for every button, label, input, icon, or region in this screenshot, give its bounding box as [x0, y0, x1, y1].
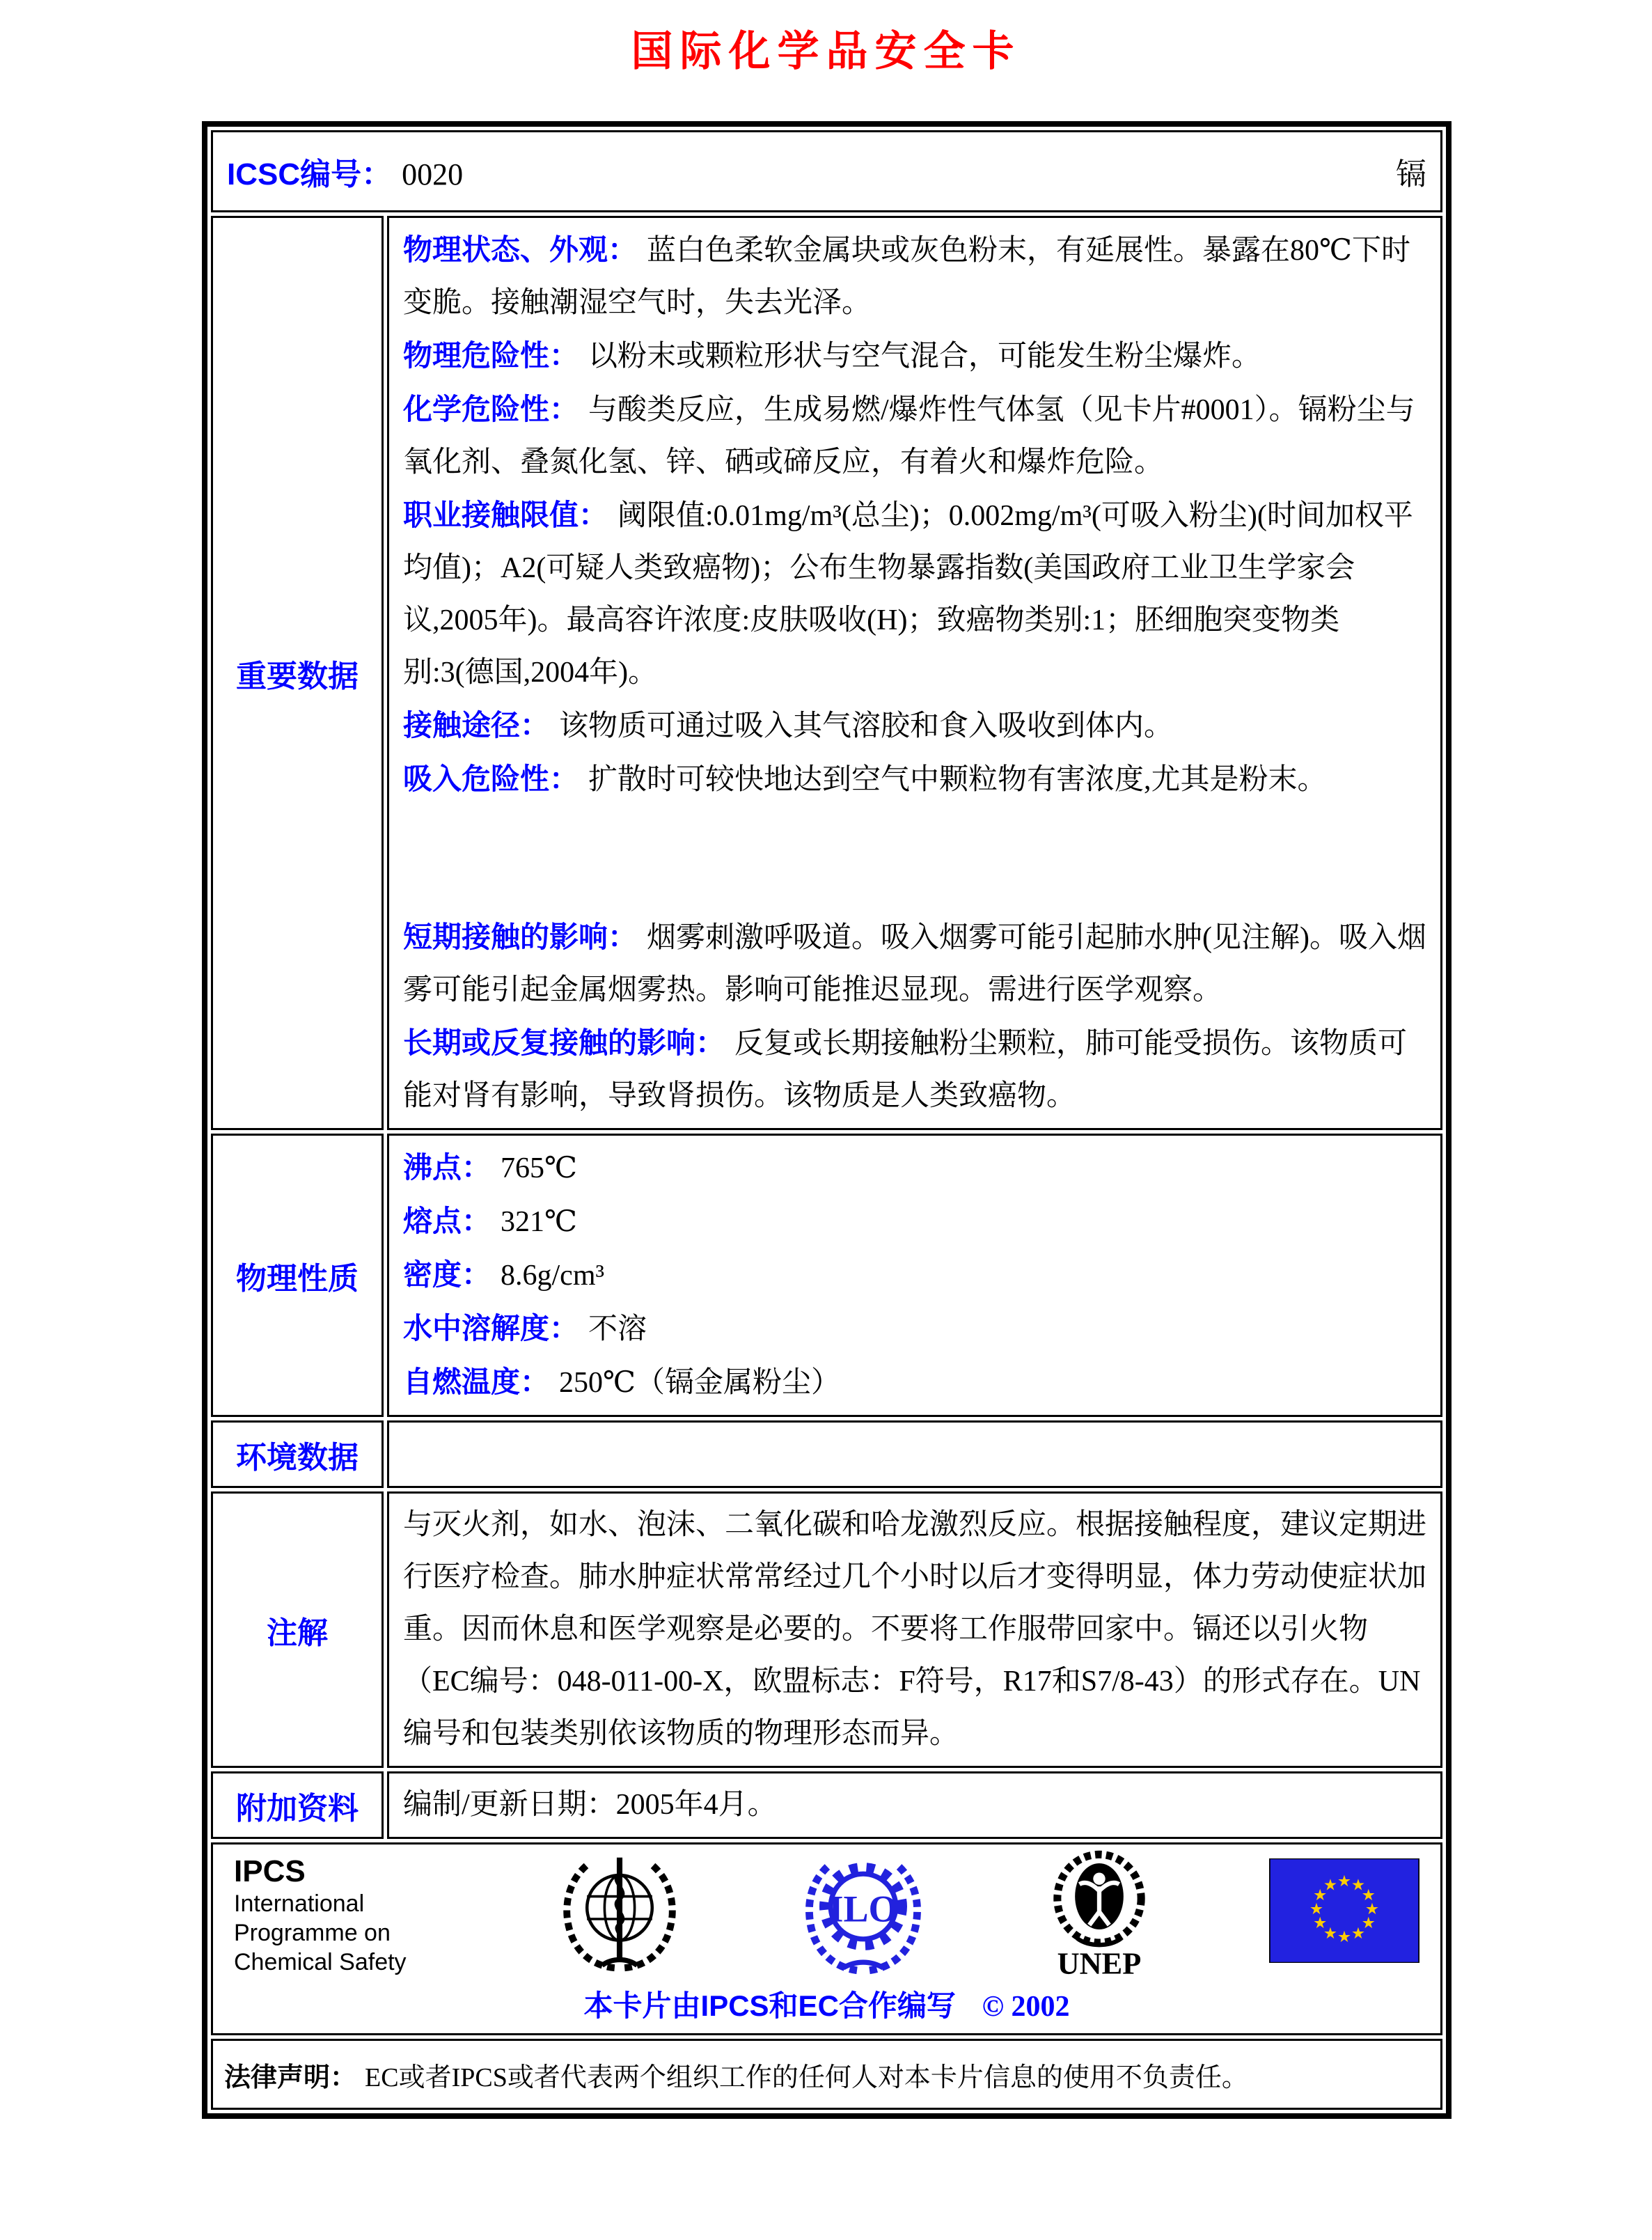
svg-text:★: ★: [1313, 1886, 1328, 1904]
legal-notice-text: EC或者IPCS或者代表两个组织工作的任何人对本卡片信息的使用不负责任。: [365, 2062, 1248, 2092]
icsc-card-table: [202, 121, 1452, 2119]
field-label: 物理危险性：: [403, 339, 579, 372]
field-occupational-exposure-limits: [403, 489, 1426, 699]
important-data-content: [387, 216, 1442, 1130]
credit-text: 本卡片由IPCS和EC合作编写: [583, 1989, 956, 2022]
field-text: 250℃（镉金属粉尘）: [559, 1367, 840, 1399]
ipcs-subtitle-line2: Programme on: [234, 1920, 391, 1946]
field-short-term-exposure-effects: [403, 911, 1426, 1017]
field-density: [403, 1248, 1426, 1302]
field-label: 职业接触限值：: [403, 499, 608, 531]
section-label-physical-properties: 物理性质: [211, 1134, 384, 1417]
field-text: 321℃: [501, 1206, 577, 1238]
field-autoignition-temperature: [403, 1356, 1426, 1409]
additional-info-content: [387, 1771, 1442, 1839]
field-label: 密度：: [403, 1258, 491, 1291]
field-text: 该物质可通过吸入其气溶胶和食入吸收到体内。: [559, 710, 1174, 742]
page-title: 国际化学品安全卡: [631, 27, 1021, 76]
svg-text:★: ★: [1323, 1876, 1338, 1895]
field-text: 反复或长期接触粉尘颗粒，肺可能受损伤。该物质可能对肾有影响，导致肾损伤。该物质是人类致癌物。: [403, 1028, 1408, 1112]
field-label: 短期接触的影响：: [403, 921, 638, 953]
field-long-term-exposure-effects: [403, 1017, 1426, 1122]
icsc-number-value: 0020: [402, 157, 464, 191]
ipcs-subtitle-line1: International: [234, 1890, 365, 1917]
chemical-name: 镉: [1396, 157, 1426, 191]
svg-text:★: ★: [1351, 1876, 1366, 1895]
who-logo-icon: [557, 1850, 682, 1975]
field-label: 自燃温度：: [403, 1365, 550, 1398]
ilo-logo-icon: [797, 1850, 929, 1975]
ipcs-title: IPCS: [234, 1854, 306, 1888]
field-physical-hazards: [403, 329, 1426, 383]
copyright-text: © 2002: [982, 1991, 1070, 2023]
field-chemical-hazards: [403, 383, 1426, 489]
field-text: 不溶: [588, 1313, 647, 1345]
field-label: 物理状态、外观：: [403, 233, 638, 266]
ipcs-subtitle-line3: Chemical Safety: [234, 1949, 407, 1975]
svg-text:★: ★: [1361, 1886, 1376, 1904]
field-text: 烟雾刺激呼吸道。吸入烟雾可能引起肺水肿(见注解)。吸入烟雾可能引起金属烟雾热。影响可能推迟显现。需进行医学观察。: [403, 922, 1426, 1006]
section-label-environmental-data: 环境数据: [211, 1420, 384, 1488]
legal-notice-row: [211, 2039, 1442, 2110]
icsc-number-group: [227, 149, 463, 194]
card-header-row: [211, 130, 1442, 212]
unep-wordmark: UNEP: [1057, 1945, 1142, 1981]
svg-text:★: ★: [1337, 1872, 1352, 1890]
svg-text:★: ★: [1351, 1924, 1366, 1943]
section-label-notes: 注解: [211, 1491, 384, 1768]
physical-properties-content: [387, 1134, 1442, 1417]
ilo-monogram: ILO: [828, 1888, 898, 1930]
field-boiling-point: [403, 1141, 1426, 1195]
field-routes-of-exposure: [403, 699, 1426, 753]
svg-text:★: ★: [1323, 1924, 1338, 1943]
field-water-solubility: [403, 1302, 1426, 1356]
field-label: 熔点：: [403, 1205, 491, 1237]
field-text: 扩散时可较快地达到空气中颗粒物有害浓度,尤其是粉末。: [588, 764, 1327, 796]
svg-text:★: ★: [1313, 1914, 1328, 1932]
section-label-important-data: 重要数据: [211, 216, 384, 1130]
notes-text: 与灭火剂，如水、泡沫、二氧化碳和哈龙激烈反应。根据接触程度，建议定期进行医疗检查。肺水肿症状常常经过几个小时以后才变得明显，体力劳动使症状加重。因而休息和医学观察是必要的。不要将工作服带回家中。镉还以引火物（EC编号：048-011-00-X，欧盟标志：F符号，R17和S7/8-43）的形式存在。UN编号和包装类别依该物质的物理形态而异。: [403, 1509, 1427, 1750]
svg-text:★: ★: [1364, 1900, 1380, 1918]
icsc-number-label: ICSC编号：: [227, 157, 393, 191]
field-label: 化学危险性：: [403, 393, 579, 425]
eu-flag-icon: [1269, 1858, 1419, 1963]
footer-logos-row: [211, 1842, 1442, 2035]
svg-text:★: ★: [1309, 1900, 1324, 1918]
field-text: 阈限值:0.01mg/m³(总尘)；0.002mg/m³(可吸入粉尘)(时间加权平均值)；A2(可疑人类致癌物)；公布生物暴露指数(美国政府工业卫生学家会议,2005年)。最高容许浓度:皮肤吸收(H)；致癌物类别:1；胚细胞突变物类别:3(德国,2004年)。: [403, 500, 1413, 689]
field-label: 水中溶解度：: [403, 1312, 579, 1345]
notes-content: [387, 1491, 1442, 1768]
svg-text:★: ★: [1361, 1914, 1376, 1932]
field-physical-state-appearance: [403, 224, 1426, 329]
ipcs-logo: [234, 1850, 443, 1977]
svg-text:★: ★: [1337, 1928, 1352, 1946]
field-label: 长期或反复接触的影响：: [403, 1026, 725, 1059]
field-inhalation-risk: [403, 753, 1426, 806]
legal-notice-label: 法律声明：: [224, 2062, 357, 2092]
additional-info-text: 编制/更新日期：2005年4月。: [403, 1789, 777, 1821]
credit-line: [234, 1983, 1419, 2025]
field-label: 接触途径：: [403, 709, 550, 742]
unep-logo-icon: [1044, 1850, 1155, 1982]
field-label: 沸点：: [403, 1151, 491, 1184]
field-text: 以粉末或颗粒形状与空气混合，可能发生粉尘爆炸。: [588, 340, 1261, 373]
field-label: 吸入危险性：: [403, 762, 579, 795]
section-label-additional-info: 附加资料: [211, 1771, 384, 1839]
field-melting-point: [403, 1195, 1426, 1248]
field-text: 与酸类反应，生成易燃/爆炸性气体氢（见卡片#0001）。镉粉尘与氧化剂、叠氮化氢、锌、硒或碲反应，有着火和爆炸危险。: [403, 394, 1415, 478]
field-text: 蓝白色柔软金属块或灰色粉末，有延展性。暴露在80℃下时变脆。接触潮湿空气时，失去光泽。: [403, 235, 1411, 319]
environmental-data-content: [387, 1420, 1442, 1488]
field-text: 8.6g/cm³: [501, 1260, 605, 1292]
field-text: 765℃: [501, 1152, 577, 1184]
